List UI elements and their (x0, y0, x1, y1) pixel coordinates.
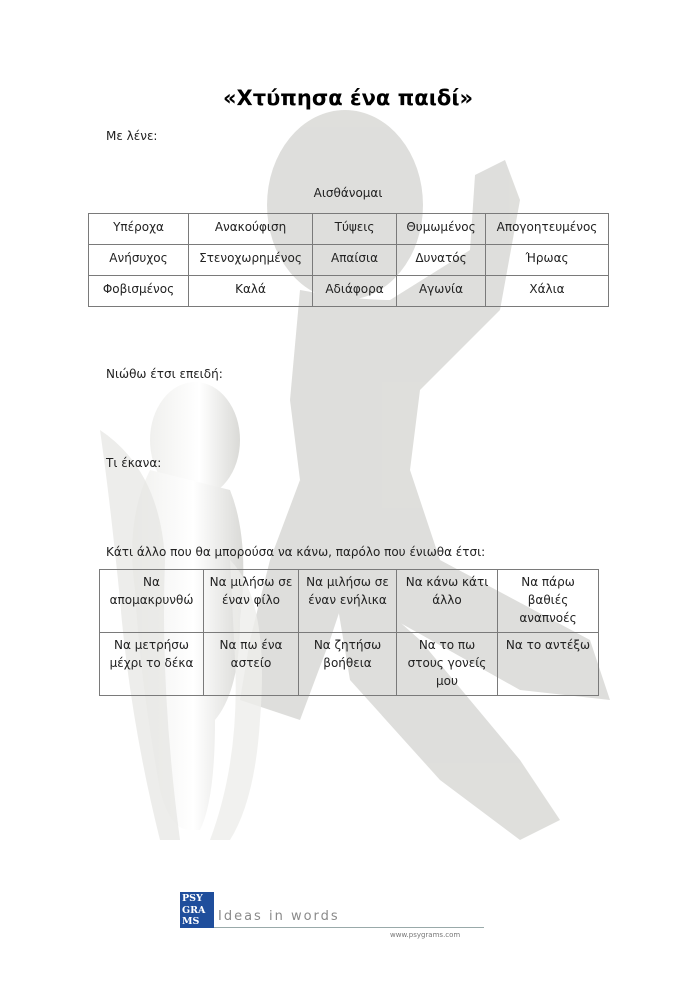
feeling-cell[interactable]: Απαίσια (313, 245, 397, 276)
feeling-cell[interactable]: Υπέροχα (89, 214, 189, 245)
option-cell[interactable]: Να κάνω κάτι άλλο (397, 570, 498, 633)
feeling-cell[interactable]: Αγωνία (397, 276, 486, 307)
feeling-cell[interactable]: Χάλια (486, 276, 609, 307)
options-table (99, 569, 599, 696)
option-cell[interactable]: Να πω ένα αστείο (204, 633, 299, 696)
table-row (89, 276, 609, 307)
table-row (100, 570, 599, 633)
feeling-cell[interactable]: Φοβισμένος (89, 276, 189, 307)
feeling-cell[interactable]: Τύψεις (313, 214, 397, 245)
option-cell[interactable]: Να το αντέξω (498, 633, 599, 696)
option-cell[interactable]: Να απομακρυνθώ (100, 570, 204, 633)
name-prompt: Με λένε: (106, 129, 158, 143)
logo-tagline: Ideas in words (218, 909, 340, 924)
table-row (89, 214, 609, 245)
page-title: «Χτύπησα ένα παιδί» (222, 86, 474, 110)
feeling-cell[interactable]: Στενοχωρημένος (189, 245, 313, 276)
feeling-cell[interactable]: Δυνατός (397, 245, 486, 276)
alternatives-prompt: Κάτι άλλο που θα μπορούσα να κάνω, παρόλο που ένιωθα έτσι: (106, 545, 486, 559)
option-cell[interactable]: Να πάρω βαθιές αναπνοές (498, 570, 599, 633)
reason-prompt: Νιώθω έτσι επειδή: (106, 367, 223, 381)
option-cell[interactable]: Να μιλήσω σε έναν φίλο (204, 570, 299, 633)
logo-url: www.psygrams.com (390, 931, 461, 939)
option-cell[interactable]: Να μετρήσω μέχρι το δέκα (100, 633, 204, 696)
option-cell[interactable]: Να το πω στους γονείς μου (397, 633, 498, 696)
feeling-cell[interactable]: Ήρωας (486, 245, 609, 276)
feeling-cell[interactable]: Αδιάφορα (313, 276, 397, 307)
feeling-cell[interactable]: Καλά (189, 276, 313, 307)
option-cell[interactable]: Να μιλήσω σε έναν ενήλικα (299, 570, 397, 633)
feeling-cell[interactable]: Θυμωμένος (397, 214, 486, 245)
table-row (89, 245, 609, 276)
logo-divider (214, 927, 484, 928)
logo-mark: PSY GRA MS (180, 892, 214, 928)
action-prompt: Τι έκανα: (106, 456, 162, 470)
feeling-cell[interactable]: Ανακούφιση (189, 214, 313, 245)
table-row (100, 633, 599, 696)
psygrams-logo (180, 890, 490, 942)
feeling-cell[interactable]: Ανήσυχος (89, 245, 189, 276)
option-cell[interactable]: Να ζητήσω βοήθεια (299, 633, 397, 696)
feelings-table (88, 213, 609, 307)
feeling-cell[interactable]: Απογοητευμένος (486, 214, 609, 245)
feelings-heading: Αισθάνομαι (313, 186, 383, 200)
